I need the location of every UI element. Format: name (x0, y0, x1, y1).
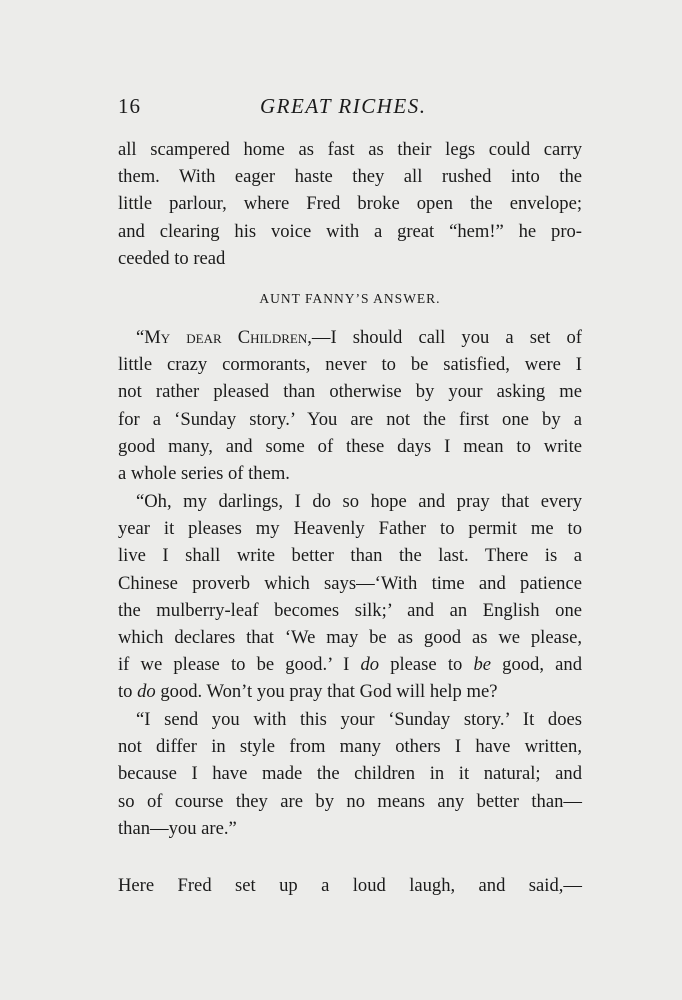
italic-word: do (137, 681, 156, 703)
italic-word: do (360, 654, 380, 676)
salutation: “My dear Children, (136, 327, 312, 348)
text-line: than—you are.” (118, 817, 237, 839)
text-line: live I shall write better than the last. There is a (118, 545, 582, 567)
text-fragment: to (118, 681, 138, 703)
text-line: because I have made the children in it natural; and (118, 763, 582, 785)
text-line (118, 651, 582, 678)
text-line: and clearing his voice with a great “hem!” he pro- (118, 220, 582, 242)
text-line: the mulberry-leaf becomes silk;’ and an English one (118, 599, 582, 621)
text-line: ceeded to read (118, 247, 226, 269)
text-line: Here Fred set up a loud laugh, and said,— (118, 875, 582, 896)
text-line (118, 324, 582, 351)
text-fragment: please to (379, 654, 474, 676)
text-fragment: good, and (491, 654, 582, 676)
text-line: Chinese proverb which says—‘With time and patience (118, 572, 582, 594)
text-line: little crazy cormorants, never to be satisfied, were I (118, 354, 582, 376)
text-line: all scampered home as fast as their legs could carry (118, 139, 582, 160)
text-line: which declares that ‘We may be as good as we please, (118, 626, 582, 648)
text-line: little parlour, where Fred broke open the envelope; (118, 193, 582, 215)
text-fragment: good. Won’t you pray that God will help me? (155, 681, 498, 703)
paragraph-4 (118, 872, 582, 899)
paragraph-2 (118, 488, 582, 706)
text-line: a whole series of them. (118, 462, 290, 484)
text-line: good many, and some of these days I mean to write (118, 435, 582, 457)
page-number: 16 (118, 94, 141, 118)
paragraph-3 (118, 706, 582, 842)
italic-word: be (473, 654, 491, 676)
page-header (118, 94, 583, 122)
text-line (118, 678, 582, 705)
text-line: so of course they are by no means any better than— (118, 790, 582, 812)
text-line: them. With eager haste they all rushed into the (118, 166, 582, 188)
text-line: not rather pleased than otherwise by your asking me (118, 381, 582, 403)
text-fragment: if we please to be good.’ I (118, 654, 361, 676)
text-fragment: —I should call you a set of (311, 327, 582, 348)
text-line: not differ in style from many others I have written, (118, 736, 582, 758)
paragraph-1 (118, 136, 582, 272)
text-line: “Oh, my darlings, I do so hope and pray that every (136, 491, 582, 512)
section-heading: AUNT FANNY’S ANSWER. (259, 291, 441, 306)
running-title: GREAT RICHES. (260, 94, 427, 118)
text-line: for a ‘Sunday story.’ You are not the first one by a (118, 408, 582, 430)
text-line: “I send you with this your ‘Sunday story.’ It does (136, 709, 582, 730)
letter-opening (118, 324, 582, 487)
text-line: year it pleases my Heavenly Father to permit me to (118, 518, 582, 540)
